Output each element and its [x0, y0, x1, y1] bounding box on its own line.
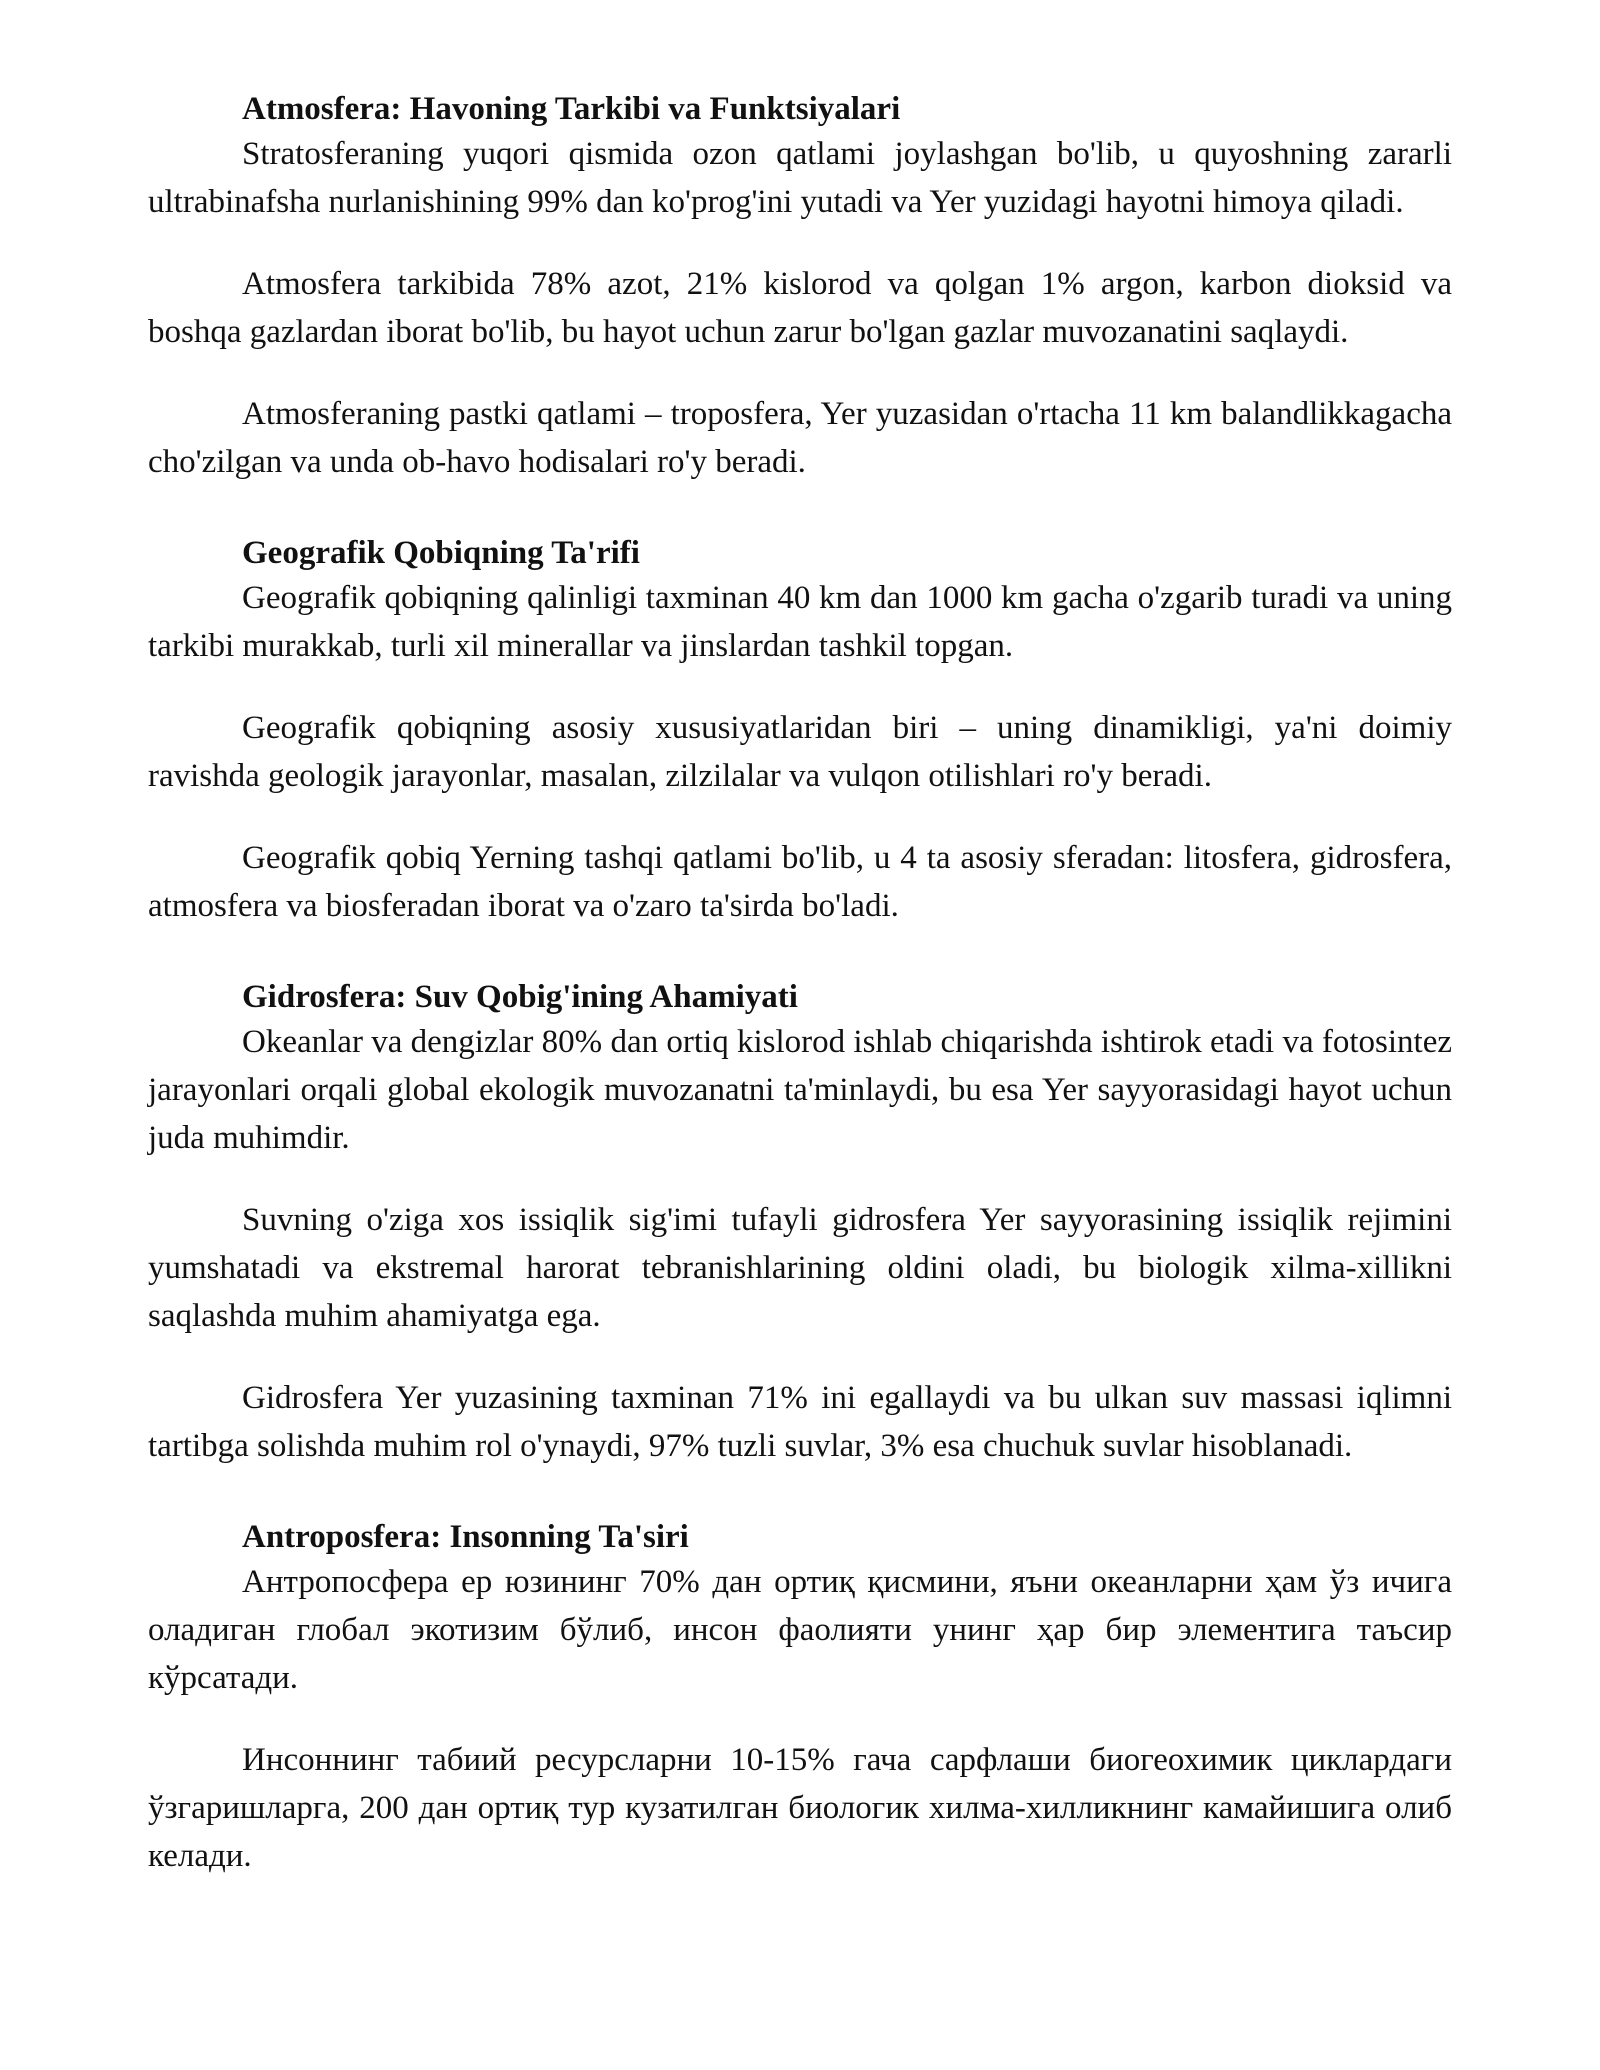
section-heading: Antroposfera: Insonning Ta'siri — [242, 1519, 689, 1555]
paragraph: Atmosferaning pastki qatlami – troposfera, Yer yuzasidan o'rtacha 11 km balandlikkagacha cho'zilgan va unda ob-havo hodisalari ro'y beradi. — [148, 396, 1452, 480]
section-geografik-qobiq — [148, 532, 1452, 930]
section-antroposfera — [148, 1516, 1452, 1880]
section-heading: Geografik Qobiqning Ta'rifi — [242, 535, 640, 571]
paragraph: Stratosferaning yuqori qismida ozon qatlami joylashgan bo'lib, u quyoshning zararli ultrabinafsha nurlanishining 99% dan ko'prog'ini yutadi va Yer yuzidagi hayotni himoya qiladi. — [148, 136, 1452, 220]
paragraph: Geografik qobiq Yerning tashqi qatlami bo'lib, u 4 ta asosiy sferadan: litosfera, gidrosfera, atmosfera va biosferadan iborat va o'zaro ta'sirda bo'ladi. — [148, 840, 1452, 924]
section-heading: Atmosfera: Havoning Tarkibi va Funktsiyalari — [242, 91, 901, 127]
section-atmosfera — [148, 88, 1452, 486]
paragraph: Антропосфера ер юзининг 70% дан ортиқ қисмини, яъни океанларни ҳам ўз ичига оладиган глобал экотизим бўлиб, инсон фаолияти унинг ҳар бир элементига таъсир кўрсатади. — [148, 1564, 1452, 1696]
paragraph: Gidrosfera Yer yuzasining taxminan 71% ini egallaydi va bu ulkan suv massasi iqlimni tartibga solishda muhim rol o'ynaydi, 97% tuzli suvlar, 3% esa chuchuk suvlar hisoblanadi. — [148, 1380, 1452, 1464]
section-heading: Gidrosfera: Suv Qobig'ining Ahamiyati — [242, 979, 798, 1015]
document-page — [148, 88, 1452, 1926]
section-gidrosfera — [148, 976, 1452, 1470]
paragraph: Geografik qobiqning qalinligi taxminan 40 km dan 1000 km gacha o'zgarib turadi va uning tarkibi murakkab, turli xil minerallar va jinslardan tashkil topgan. — [148, 580, 1452, 664]
paragraph: Инсоннинг табиий ресурсларни 10-15% гача сарфлаши биогеохимик циклардаги ўзгаришларга, 200 дан ортиқ тур кузатилган биологик хилма-хилликнинг камайишига олиб келади. — [148, 1742, 1452, 1874]
paragraph: Suvning o'ziga xos issiqlik sig'imi tufayli gidrosfera Yer sayyorasining issiqlik rejimini yumshatadi va ekstremal harorat tebranishlarining oldini oladi, bu biologik xilma-xillikni saqlashda muhim ahamiyatga ega. — [148, 1202, 1452, 1334]
paragraph: Atmosfera tarkibida 78% azot, 21% kislorod va qolgan 1% argon, karbon dioksid va boshqa gazlardan iborat bo'lib, bu hayot uchun zarur bo'lgan gazlar muvozanatini saqlaydi. — [148, 266, 1452, 350]
paragraph: Geografik qobiqning asosiy xususiyatlaridan biri – uning dinamikligi, ya'ni doimiy ravishda geologik jarayonlar, masalan, zilzilalar va vulqon otilishlari ro'y beradi. — [148, 710, 1452, 794]
paragraph: Okeanlar va dengizlar 80% dan ortiq kislorod ishlab chiqarishda ishtirok etadi va fotosintez jarayonlari orqali global ekologik muvozanatni ta'minlaydi, bu esa Yer sayyorasidagi hayot uchun juda muhimdir. — [148, 1024, 1452, 1156]
